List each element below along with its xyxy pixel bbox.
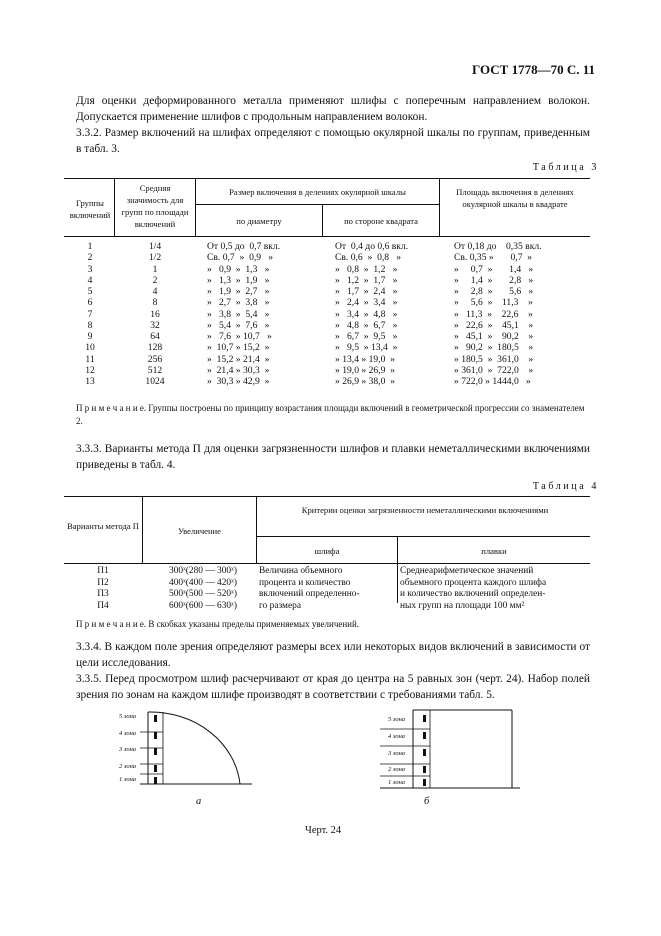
zone-label: 4 зона <box>119 730 137 737</box>
table3-cell: » 7,6 » 10,7 » <box>207 331 272 342</box>
zone-field-mark <box>423 779 426 786</box>
table4-variant: П1 <box>97 566 109 576</box>
table4-header-heat: плавки <box>481 546 507 556</box>
table4-magnification: 400ˣ(400 — 420ˣ) <box>169 577 237 588</box>
zone-label: 3 зона <box>388 750 406 757</box>
table3-cell: 8 <box>152 297 158 309</box>
table3-cell: » 10,7 » 15,2 » <box>207 342 270 354</box>
paragraph-3-3-2: 3.3.2. Размер включений на шлифах определяют с помощью окулярной шкалы по группам, приведенным в табл. 3. <box>76 127 590 155</box>
table3-cell: » 19,0 » 26,9 » <box>335 364 395 376</box>
table3-cell: 7 <box>87 308 93 320</box>
table3-cell: 5 <box>87 286 93 297</box>
table3-cell: » 2,8 » 5,6 » <box>454 286 534 297</box>
table4-magnification: 600ˣ(600 — 630ˣ) <box>169 600 237 611</box>
table3-cell: 64 <box>150 331 160 342</box>
zone-label: 2 зона <box>388 766 406 773</box>
table3-cell: 9 <box>87 331 93 342</box>
table3-cell: 1/2 <box>148 252 162 264</box>
table3-cell: » 1,7 » 2,4 » <box>335 286 398 297</box>
zone-field-mark <box>154 732 157 739</box>
table3-cell: » 1,2 » 1,7 » <box>335 274 398 286</box>
table3-cell: 4 <box>87 274 93 286</box>
table3-cell: » 0,7 » 1,4 » <box>454 263 534 275</box>
table4-header-section: шлифа <box>314 546 340 556</box>
table4-variant: П3 <box>97 589 109 599</box>
table3-cell: » 22,6 » 45,1 » <box>454 319 534 331</box>
table3-cell: 2 <box>87 252 93 264</box>
table3-cell: » 180,5 » 361,0 » <box>454 353 534 365</box>
table3-cell: » 0,9 » 1,3 » <box>207 263 270 275</box>
table4-section-text: Величина объемного <box>259 566 343 576</box>
table3-cell: » 45,1 » 90,2 » <box>454 331 534 342</box>
table3-cell: 32 <box>150 319 160 331</box>
table3-cell: » 361,0 » 722,0 » <box>454 364 534 376</box>
table3-cell: » 11,3 » 22,6 » <box>454 308 533 320</box>
table3-cell: 11 <box>85 353 95 365</box>
table3-cell: 1/4 <box>148 241 162 252</box>
paragraph-3-3-3: 3.3.3. Варианты метода П для оценки загрязненности шлифов и плавки неметаллическими включениями приведены в табл. 4. <box>76 443 590 471</box>
table3-cell: 256 <box>147 353 163 365</box>
table3-title: Таблица 3 <box>532 162 599 173</box>
table3-cell: От 0,18 до 0,35 вкл. <box>454 241 542 252</box>
table3-cell: » 4,8 » 6,7 » <box>335 319 398 331</box>
table3-header-diameter: по диаметру <box>236 216 282 226</box>
table3-header-groups: Группы включений <box>69 198 111 220</box>
table4-section-text: процента и количество <box>259 577 351 588</box>
zone-label: 5 зона <box>119 713 137 720</box>
zone-label: 5 зона <box>388 716 406 723</box>
table3-cell: 4 <box>152 286 158 297</box>
table3-cell: 128 <box>147 342 163 354</box>
table3-cell: От 0,4 до 0,6 вкл. <box>335 241 409 252</box>
table4-heat-text: и количество включений определен- <box>400 589 546 599</box>
table3-header-area: Площадь включения в делениях окулярной шкалы в квадрате <box>456 187 574 209</box>
zone-label: 4 зона <box>388 733 406 740</box>
table4-section-text: включений определенно- <box>259 589 360 599</box>
table4-heat-text: Среднеарифметическое значений <box>400 566 534 576</box>
table3-cell: » 722,0 » 1444,0 » <box>454 376 531 387</box>
table4-heat-text: ных групп на площади 100 мм² <box>400 600 525 611</box>
zone-field-mark <box>154 748 157 755</box>
table3-cell: 16 <box>150 308 160 320</box>
table3-cell: 3 <box>87 263 93 275</box>
table3-cell: » 1,4 » 2,8 » <box>454 274 534 286</box>
table3-cell: » 3,4 » 4,8 » <box>335 308 398 320</box>
figure-label-a: а <box>196 796 202 807</box>
table4-variant: П2 <box>97 577 109 588</box>
table4-magnification: 500ˣ(500 — 520ˣ) <box>169 589 237 599</box>
table4-section-text: го размера <box>259 600 302 611</box>
table3-cell: » 2,7 » 3,8 » <box>207 297 270 309</box>
round-section-outline <box>140 708 270 788</box>
zone-label: 2 зона <box>119 763 137 770</box>
table3-header-size: Размер включения в делениях окулярной шкалы <box>229 187 406 197</box>
table4-heat-text: объемного процента каждого шлифа <box>400 577 547 588</box>
table3-cell: » 13,4 » 19,0 » <box>335 353 395 365</box>
table4-magnification: 300ˣ(280 — 300ˣ) <box>169 566 237 576</box>
figure-label-b: б <box>424 796 430 807</box>
table3-cell: » 1,9 » 2,7 » <box>207 286 270 297</box>
table3-cell: » 1,3 » 1,9 » <box>207 274 270 286</box>
table3-cell: » 21,4 » 30,3 » <box>207 364 270 376</box>
zone-field-mark <box>423 766 426 773</box>
table3-cell: 1024 <box>145 376 165 387</box>
table3-header-mean: Средняя значимость для групп по площади включений <box>121 183 189 229</box>
paragraph-3-3-4: 3.3.4. В каждом поле зрения определяют размеры всех или некоторых видов включений в зависимости от цели исследования. <box>76 641 590 669</box>
table3-cell: » 26,9 » 38,0 » <box>335 376 395 387</box>
table4-header-variants: Варианты метода П <box>66 521 140 531</box>
table3-cell: Св. 0,6 » 0,8 » <box>335 252 402 264</box>
table3-cell: 1 <box>152 263 158 275</box>
table3-cell: » 3,8 » 5,4 » <box>207 308 270 320</box>
table3-cell: » 90,2 » 180,5 » <box>454 342 534 354</box>
table3-cell: » 5,6 » 11,3 » <box>454 297 533 309</box>
page-header: ГОСТ 1778—70 С. 11 <box>472 62 595 77</box>
table3-cell: 10 <box>85 342 95 354</box>
table3-cell: 1 <box>87 241 93 252</box>
table4-title: Таблица 4 <box>532 481 599 492</box>
zone-field-mark <box>154 777 157 784</box>
zone-label: 1 зона <box>388 779 406 786</box>
zone-field-mark <box>154 715 157 722</box>
table3-cell: От 0,5 до 0,7 вкл. <box>207 241 281 252</box>
table4-header-criteria: Критерии оценки загрязненности неметаллическими включениями <box>301 505 549 515</box>
table3-cell: » 15,2 » 21,4 » <box>207 353 270 365</box>
zone-field-mark <box>423 749 426 756</box>
zone-label: 1 зона <box>119 776 137 783</box>
zone-field-mark <box>423 732 426 739</box>
table3-cell: Св. 0,7 » 0,9 » <box>207 252 274 264</box>
paragraph-3-3-5: 3.3.5. Перед просмотром шлиф расчерчивают от края до центра на 5 равных зон (черт. 24). Набор полей зрения по зонам на каждом шлифе производят в соответствии с требованиями табл. 5. <box>76 673 590 701</box>
table4-variant: П4 <box>97 600 109 611</box>
table3-cell: 13 <box>85 376 95 387</box>
table3-cell: 12 <box>85 364 95 376</box>
table3-header-square: по стороне квадрата <box>344 216 418 226</box>
table3-cell: 512 <box>147 364 163 376</box>
table3-note: П р и м е ч а н и е. Группы построены по принципу возрастания площади включений в геометрической прогрессии со знаменателем 2. <box>76 403 585 426</box>
table4-header-magnification: Увеличение <box>178 526 221 536</box>
table3-cell: 8 <box>87 319 93 331</box>
table3-cell: » 2,4 » 3,4 » <box>335 297 398 309</box>
zone-field-mark <box>423 715 426 722</box>
table3-cell: » 9,5 » 13,4 » <box>335 342 398 354</box>
table3-cell: 6 <box>87 297 93 309</box>
figure-caption: Черт. 24 <box>305 825 342 836</box>
table3-cell: » 0,8 » 1,2 » <box>335 263 398 275</box>
table3-cell: » 5,4 » 7,6 » <box>207 319 270 331</box>
zone-label: 3 зона <box>119 746 137 753</box>
paragraph-deformed-metal: Для оценки деформированного металла применяют шлифы с поперечным направлением волокон. Допускается применение шлифов с продольным направлением волокон. <box>76 95 590 123</box>
table3-cell: Св. 0,35 » 0,7 » <box>454 252 533 264</box>
zone-field-mark <box>154 765 157 772</box>
table4-note: П р и м е ч а н и е. В скобках указаны пределы применяемых увеличений. <box>76 619 360 629</box>
table3-cell: 2 <box>152 274 158 286</box>
table3-cell: » 30,3 » 42,9 » <box>207 376 270 387</box>
table3-cell: » 6,7 » 9,5 » <box>335 331 398 342</box>
